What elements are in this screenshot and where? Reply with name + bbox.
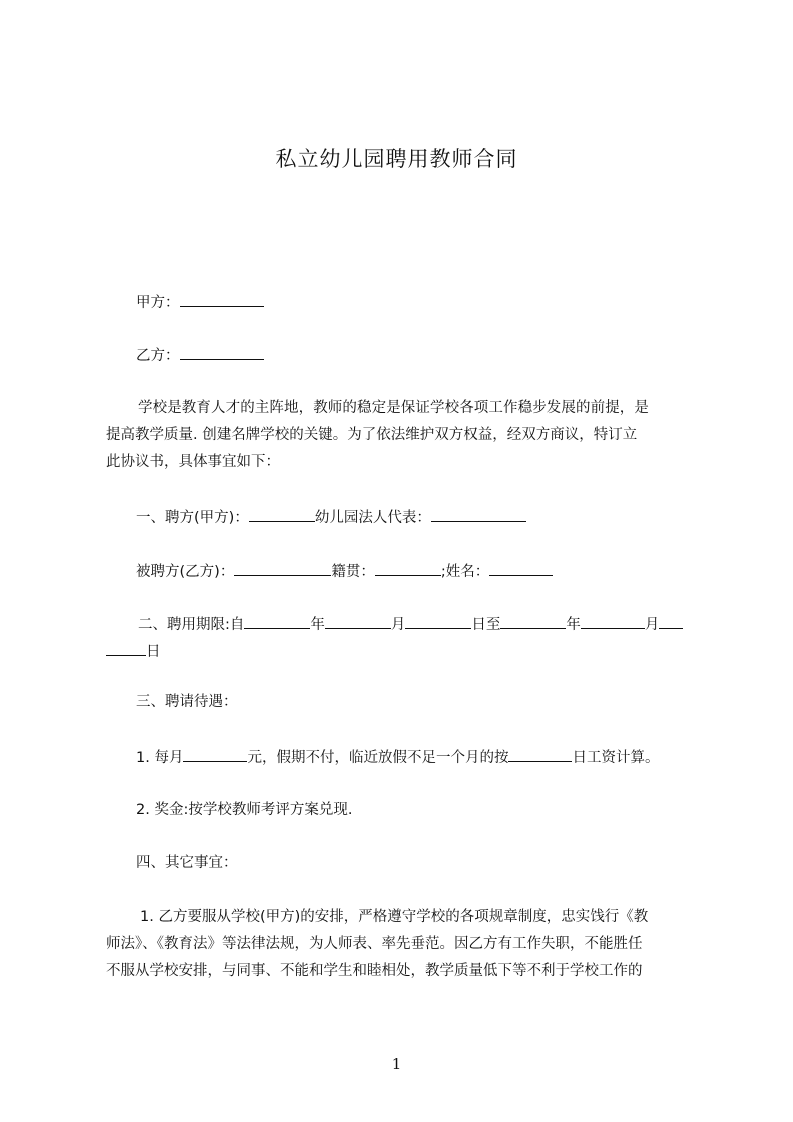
employee-label: 被聘方(乙方)： xyxy=(136,564,235,580)
salary-suffix: 日工资计算。 xyxy=(572,750,660,766)
year-unit: 年 xyxy=(310,617,325,633)
term-label: 二、聘用期限:自 xyxy=(138,617,245,633)
section2-line-2 xyxy=(106,640,161,662)
party-a-blank xyxy=(180,291,264,307)
salary-prefix: 1. 每月 xyxy=(136,750,184,766)
party-a-line xyxy=(136,291,264,313)
intro-line-1: 学校是教育人才的主阵地，教师的稳定是保证学校各项工作稳步发展的前提，是 xyxy=(138,400,649,416)
end-month-blank xyxy=(581,613,645,629)
section3-item2: 2. 奖金:按学校教师考评方案兑现. xyxy=(136,802,353,818)
end-year-blank xyxy=(500,613,566,629)
section4-item1-line2: 师法》、《教育法》等法律法规，为人师表、率先垂范。因乙方有工作失职，不能胜任 xyxy=(106,936,643,952)
legal-rep-label: 幼儿园法人代表： xyxy=(314,510,431,526)
month-unit: 月 xyxy=(390,617,406,633)
name-blank xyxy=(489,560,553,576)
page-number: 1 xyxy=(391,1055,402,1073)
employee-blank xyxy=(234,560,331,576)
party-b-line xyxy=(136,344,264,366)
end-month-unit: 月 xyxy=(644,617,660,633)
native-place-label: 籍贯： xyxy=(331,564,375,580)
party-b-label: 乙方： xyxy=(136,348,180,364)
section4-item1-line3: 不服从学校安排，与同事、不能和学生和睦相处，教学质量低下等不利于学校工作的 xyxy=(106,963,643,979)
end-day-blank-part2 xyxy=(106,640,146,656)
intro-line-3: 此协议书，具体事宜如下： xyxy=(106,454,280,470)
section2-line xyxy=(138,613,683,635)
employer-label: 一、聘方(甲方)： xyxy=(136,510,249,526)
end-year-unit: 年 xyxy=(566,617,581,633)
section4-heading: 四、其它事宜： xyxy=(136,855,238,871)
native-place-blank xyxy=(375,560,441,576)
daily-wage-blank xyxy=(508,746,572,762)
section3-item1 xyxy=(136,746,659,768)
party-a-label: 甲方： xyxy=(136,295,180,311)
intro-line-2: 提高教学质量. 创建名牌学校的关键。为了依法维护双方权益，经双方商议，特订立 xyxy=(106,427,638,443)
name-label: ;姓名： xyxy=(440,564,490,580)
start-day-blank xyxy=(405,613,471,629)
document-title: 私立幼儿园聘用教师合同 xyxy=(275,147,518,171)
legal-rep-blank xyxy=(431,506,526,522)
end-day-blank-part1 xyxy=(659,613,683,629)
salary-blank xyxy=(183,746,247,762)
party-b-blank xyxy=(180,344,264,360)
end-day-unit: 日 xyxy=(146,644,161,660)
start-month-blank xyxy=(325,613,391,629)
kindergarten-name-blank xyxy=(249,506,315,522)
start-year-blank xyxy=(244,613,310,629)
section4-item1-line1: 1. 乙方要服从学校(甲方)的安排，严格遵守学校的各项规章制度，忠实饯行《教 xyxy=(140,909,649,925)
salary-middle: 元，假期不付，临近放假不足一个月的按 xyxy=(247,750,509,766)
day-to-label: 日至 xyxy=(471,617,501,633)
section1-employer-line xyxy=(136,506,526,528)
section1-employee-line xyxy=(136,560,553,582)
section3-heading: 三、聘请待遇： xyxy=(136,694,238,710)
